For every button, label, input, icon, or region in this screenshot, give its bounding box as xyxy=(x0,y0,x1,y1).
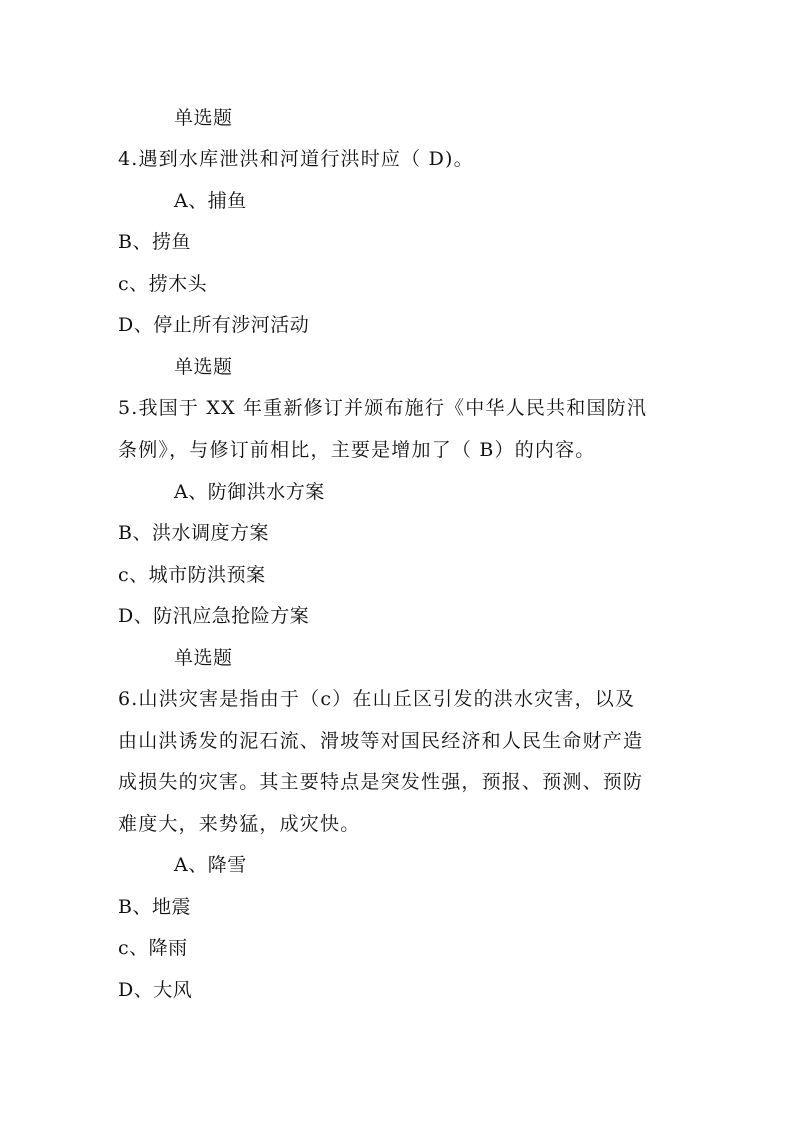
option-d: D、大风 xyxy=(118,979,193,1001)
option-c: c、城市防洪预案 xyxy=(118,564,266,586)
question-type-label: 单选题 xyxy=(174,107,233,129)
question-stem: 条例》，与修订前相比，主要是增加了（ B）的内容。 xyxy=(118,439,596,461)
option-a: A、捕鱼 xyxy=(174,190,247,212)
question-stem: 成损失的灾害。其主要特点是突发性强，预报、预测、预防 xyxy=(118,771,644,793)
option-b: B、捞鱼 xyxy=(118,231,191,253)
question-type-label: 单选题 xyxy=(174,356,233,378)
option-a: A、防御洪水方案 xyxy=(174,481,325,503)
option-c: c、降雨 xyxy=(118,937,188,959)
option-b: B、洪水调度方案 xyxy=(118,522,269,544)
option-d: D、防汛应急抢险方案 xyxy=(118,605,310,627)
question-type-label: 单选题 xyxy=(174,647,233,669)
option-a: A、降雪 xyxy=(174,854,247,876)
question-stem: 由山洪诱发的泥石流、滑坡等对国民经济和人民生命财产造 xyxy=(118,730,644,752)
option-c: c、捞木头 xyxy=(118,273,208,295)
question-stem: 5.我国于 XX 年重新修订并颁布施行《中华人民共和国防汛 xyxy=(118,397,648,419)
question-stem: 4.遇到水库泄洪和河道行洪时应（ D)。 xyxy=(118,148,474,170)
option-d: D、停止所有涉河活动 xyxy=(118,314,310,336)
option-b: B、地震 xyxy=(118,896,191,918)
question-stem: 6.山洪灾害是指由于（c）在山丘区引发的洪水灾害，以及 xyxy=(118,688,636,710)
question-stem: 难度大，来势猛，成灾快。 xyxy=(118,813,361,835)
